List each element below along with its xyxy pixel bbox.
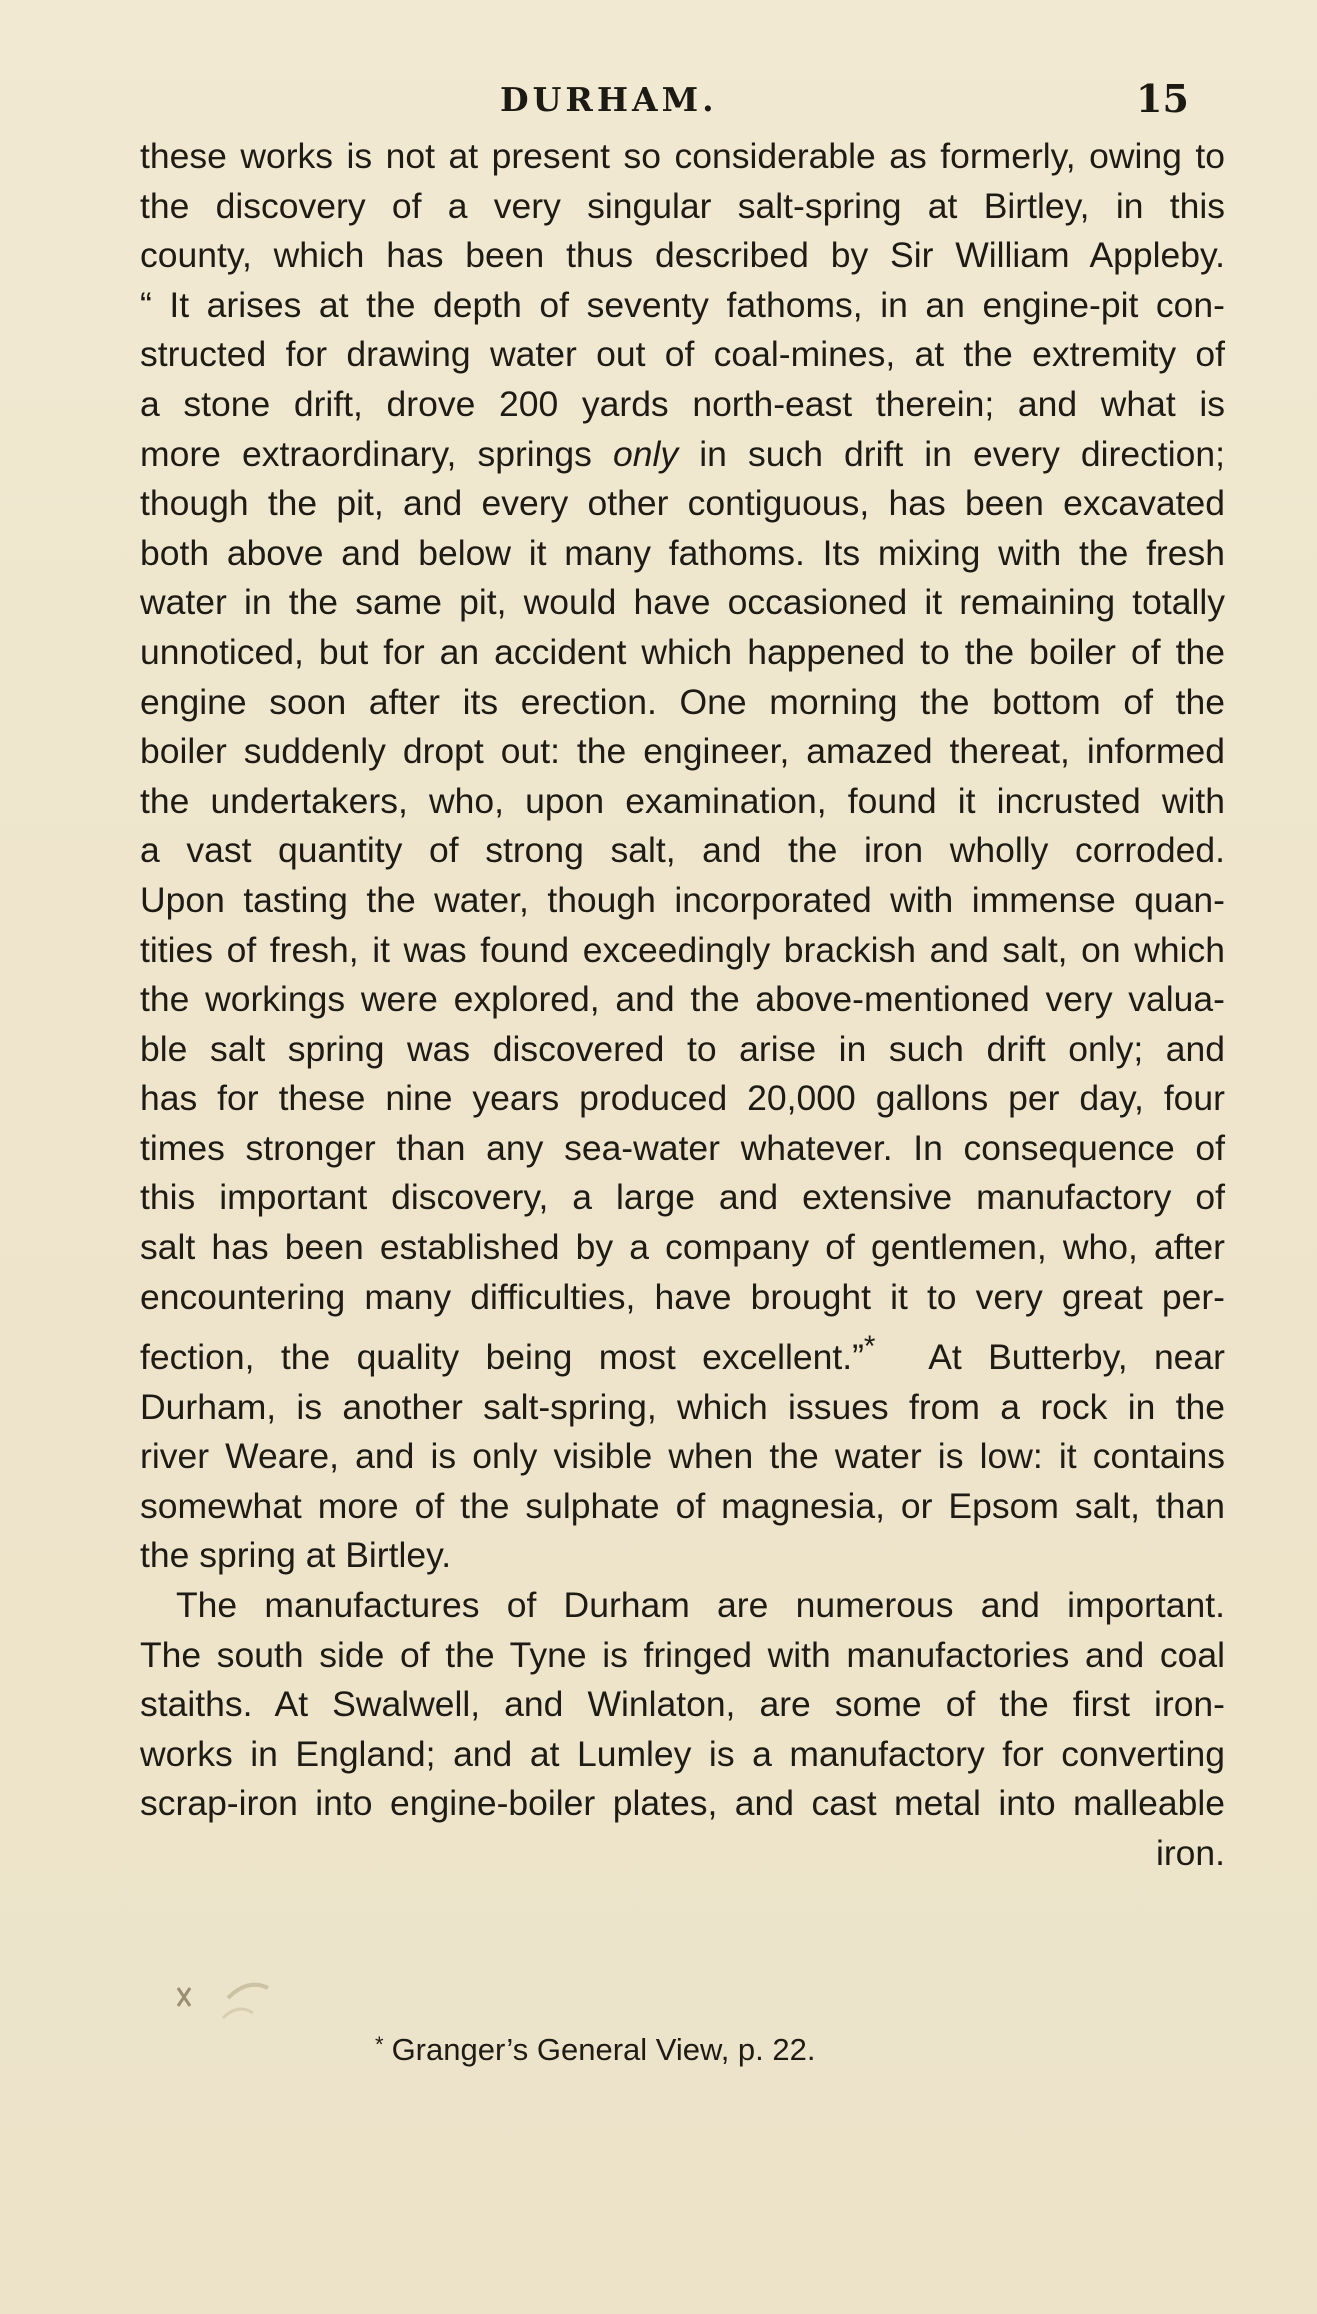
text-line: ble salt spring was discovered to arise in such drift only; and (140, 1028, 1225, 1069)
text-line: somewhat more of the sulphate of magnesia, or Epsom salt, than (140, 1485, 1225, 1526)
text-line: both above and below it many fathoms. Its mixing with the fresh (140, 532, 1225, 573)
text-line: times stronger than any sea-water whatever. In consequence of (140, 1127, 1225, 1168)
text-line: the undertakers, who, upon examination, found it incrusted with (140, 780, 1225, 821)
text-line: staiths. At Swalwell, and Winlaton, are some of the first iron- (140, 1684, 1225, 1725)
running-head: DURHAM. (500, 80, 718, 119)
footnote-reference: * (863, 1330, 876, 1364)
emphasis-word: only (613, 433, 679, 474)
text-line: this important discovery, a large and extensive manufactory of (140, 1177, 1225, 1218)
text-line: water in the same pit, would have occasioned it remaining totally (140, 582, 1225, 623)
text-line: The south side of the Tyne is fringed with manufactories and coal (140, 1634, 1225, 1675)
page-header (0, 72, 1317, 122)
text-line: Upon tasting the water, though incorporated with immense quan- (140, 879, 1225, 920)
text-line: “ It arises at the depth of seventy fathoms, in an engine-pit con- (140, 284, 1225, 325)
text-line: Durham, is another salt-spring, which issues from a rock in the (140, 1386, 1225, 1427)
text-segment: fection, the quality being most excellent.” (140, 1337, 864, 1378)
text-line: iron. (1155, 1833, 1225, 1874)
text-line: scrap-iron into engine-boiler plates, and cast metal into malleable (140, 1783, 1225, 1824)
text-line: works in England; and at Lumley is a manufactory for converting (140, 1733, 1225, 1774)
text-line: engine soon after its erection. One morning the bottom of the (140, 681, 1225, 722)
text-line: river Weare, and is only visible when the water is low: it contains (140, 1436, 1225, 1477)
footnote (375, 2032, 815, 2068)
text-line: boiler suddenly dropt out: the engineer, amazed thereat, informed (140, 731, 1225, 772)
footnote-text: Granger’s General View, p. 22. (391, 2032, 816, 2067)
text-line: the spring at Birtley. (140, 1535, 452, 1576)
text-segment: At Butterby, near (928, 1337, 1225, 1378)
text-line: has for these nine years produced 20,000 gallons per day, four (140, 1078, 1225, 1119)
body-text (140, 132, 1225, 1879)
text-line: the discovery of a very singular salt-spring at Birtley, in this (140, 185, 1225, 226)
text-line: encountering many difficulties, have brought it to very great per- (140, 1276, 1225, 1317)
ink-smudge-mark (168, 1958, 308, 2028)
text-line: county, which has been thus described by Sir William Appleby. (140, 235, 1225, 276)
text-line: a vast quantity of strong salt, and the iron wholly corroded. (140, 830, 1225, 871)
text-line (140, 430, 1225, 480)
text-line: these works is not at present so considerable as formerly, owing to (140, 136, 1225, 176)
text-line: structed for drawing water out of coal-mines, at the extremity of (140, 334, 1225, 375)
text-segment: more extraordinary, springs (140, 433, 592, 474)
text-line: The manufactures of Durham are numerous and important. (176, 1585, 1225, 1626)
text-line: though the pit, and every other contiguous, has been excavated (140, 483, 1225, 524)
page-number: 15 (1136, 76, 1189, 121)
text-line: salt has been established by a company of gentlemen, who, after (140, 1227, 1225, 1268)
footnote-mark: * (375, 2032, 384, 2057)
text-line (140, 1322, 1225, 1382)
text-line: tities of fresh, it was found exceedingly brackish and salt, on which (140, 929, 1225, 970)
text-line: unnoticed, but for an accident which happened to the boiler of the (140, 631, 1225, 672)
text-segment: in such drift in every direction; (699, 433, 1225, 474)
text-line: the workings were explored, and the above-mentioned very valua- (140, 979, 1225, 1020)
text-line: a stone drift, drove 200 yards north-east therein; and what is (140, 383, 1225, 424)
